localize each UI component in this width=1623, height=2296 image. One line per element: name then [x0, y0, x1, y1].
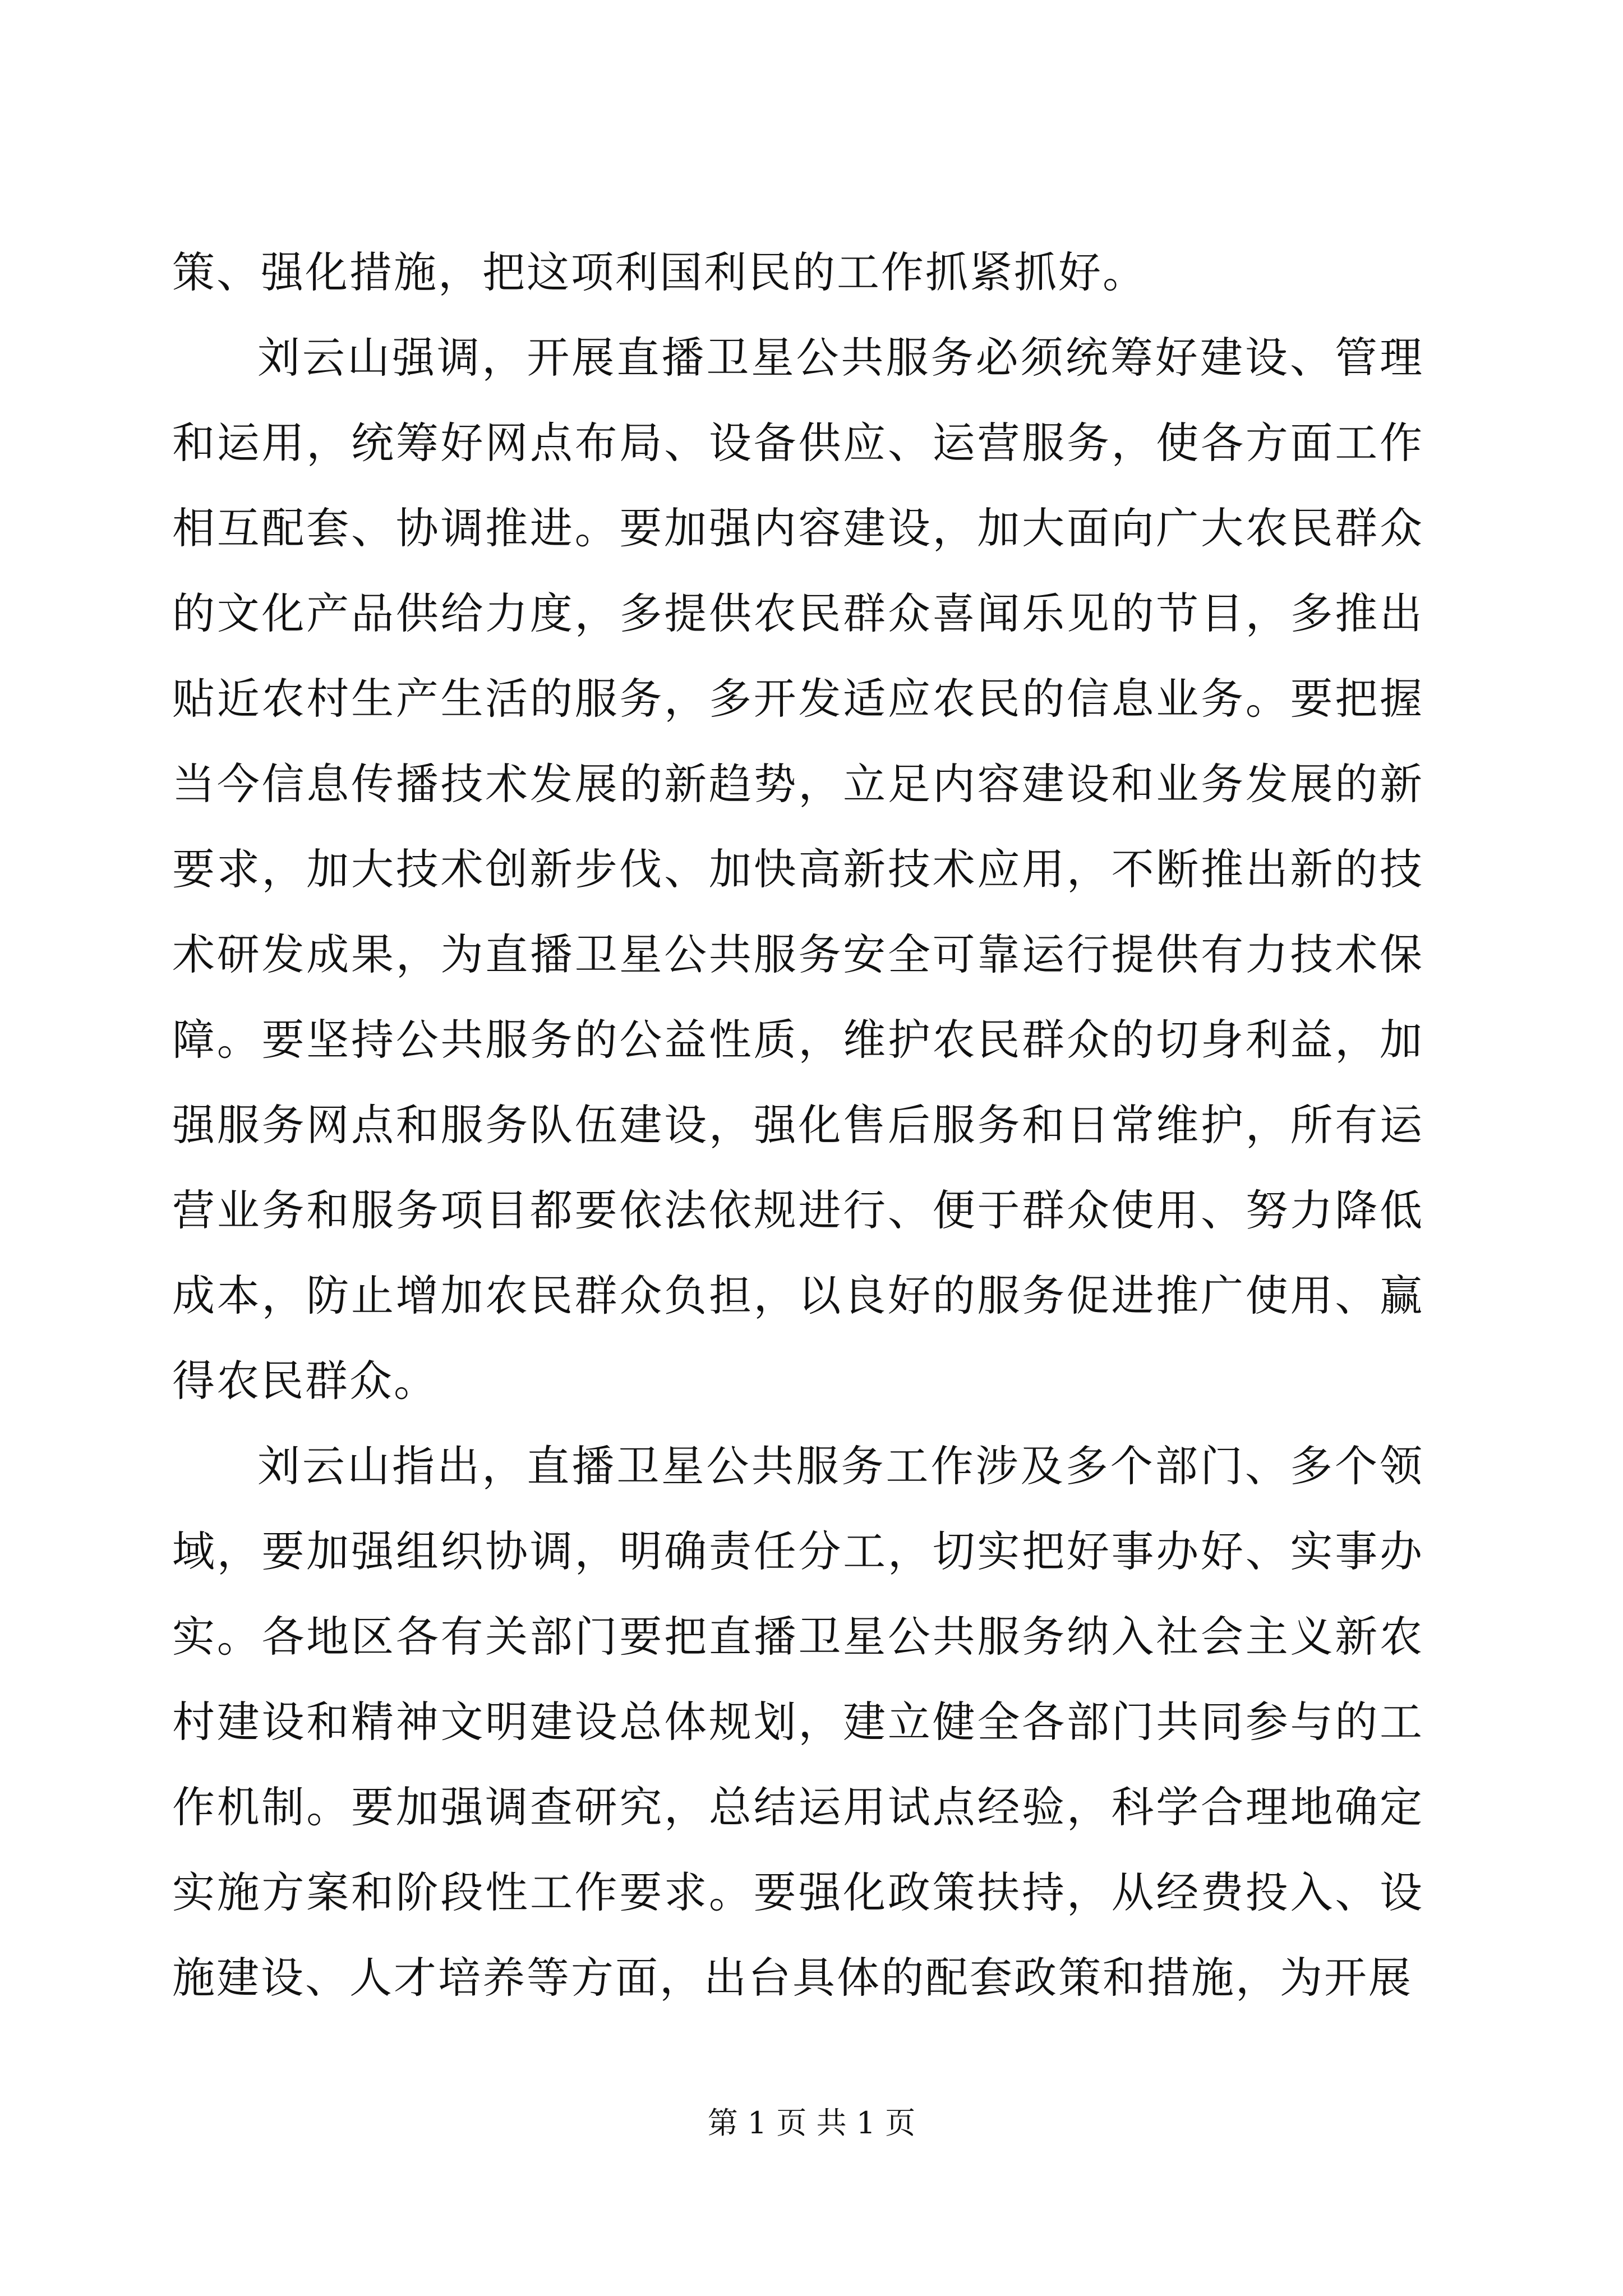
- paragraph-1: 策、强化措施，把这项利国利民的工作抓紧抓好。: [172, 247, 1147, 297]
- paragraph-3: 刘云山指出，直播卫星公共服务工作涉及多个部门、多个领域，要加强组织协调，明确责任分工，切实把好事办好、实事办实。各地区各有关部门要把直播卫星公共服务纳入社会主义新农村建设和精神文明建设总体规划，建立健全各部门共同参与的工作机制。要加强调查研究，总结运用试点经验，科学合理地确定实施方案和阶段性工作要求。要强化政策扶持，从经费投入、设施建设、人才培养等方面，出台具体的配套政策和措施，为开展: [172, 1441, 1424, 2003]
- paragraph-2: 刘云山强调，开展直播卫星公共服务必须统筹好建设、管理和运用，统筹好网点布局、设备供应、运营服务，使各方面工作相互配套、协调推进。要加强内容建设，加大面向广大农民群众的文化产品供给力度，多提供农民群众喜闻乐见的节目，多推出贴近农村生产生活的服务，多开发适应农民的信息业务。要把握当今信息传播技术发展的新趋势，立足内容建设和业务发展的新要求，加大技术创新步伐、加快高新技术应用，不断推出新的技术研发成果，为直播卫星公共服务安全可靠运行提供有力技术保障。要坚持公共服务的公益性质，维护农民群众的切身利益，加强服务网点和服务队伍建设，强化售后服务和日常维护，所有运营业务和服务项目都要依法依规进行、便于群众使用、努力降低成本，防止增加农民群众负担，以良好的服务促进推广使用、赢得农民群众。: [172, 333, 1424, 1406]
- page-footer: 第 1 页 共 1 页: [707, 2105, 916, 2141]
- document-body: [172, 230, 1424, 2021]
